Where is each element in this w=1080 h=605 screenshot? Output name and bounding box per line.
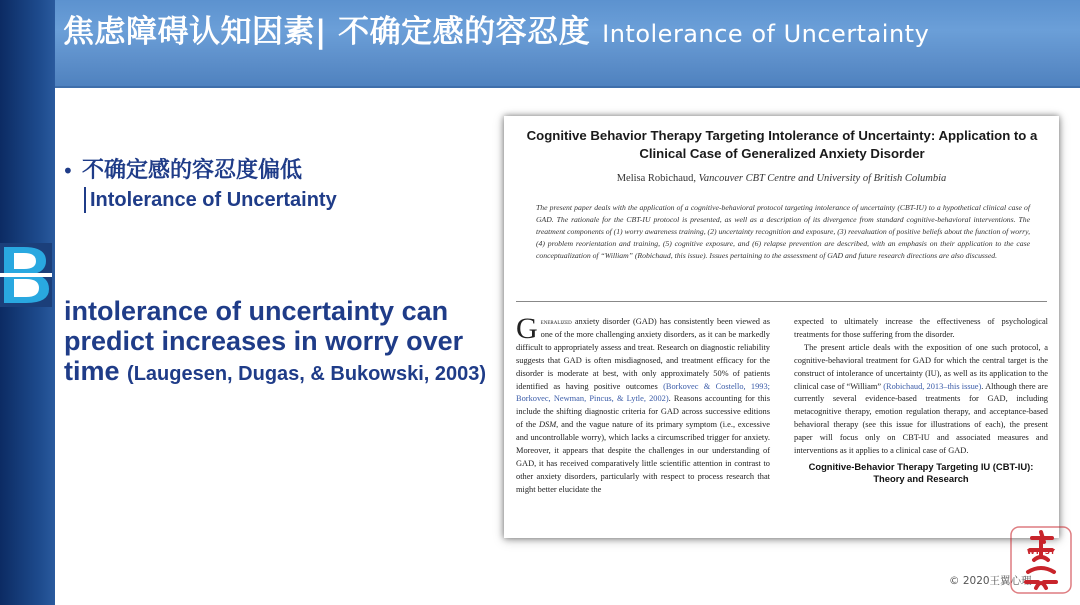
quote-text: intolerance of uncertainty can predict increases in worry over time <box>64 296 464 386</box>
paper-right-para-1: expected to ultimately increase the effectiveness of psychological treatments for those suffering from the disorder. <box>794 317 1048 339</box>
bullet-dot-icon: • <box>62 159 74 183</box>
paper-divider <box>516 301 1047 302</box>
paper-author: Melisa Robichaud, <box>616 173 697 184</box>
paper-reference-link: (Robichaud, 2013–this issue) <box>883 381 982 391</box>
paper-excerpt-image <box>504 116 1059 538</box>
seal-stamp-logo-icon <box>1008 524 1074 596</box>
paper-abstract: The present paper deals with the application of a cognitive-behavioral protocol targeting intolerance of uncertainty (CBT-IU) to a hypothetical clinical case of GAD. The rationale for the CBT-IU protocol is presented, as well as a description of its divergence from standard cognitive-behavioral interventions. The treatment components of (1) worry awareness training, (2) uncertainty recognition and exposure, (3) reevaluation of positive beliefs about the function of worry, (4) problem reorientation and training, (5) cognitive exposure, and (6) relapse prevention are described, with an emphasis on their application to the case conceptualization of “William” (Robichaud, this issue). Issues pertaining to the assessment of GAD and future research directions are also discussed. <box>536 203 1030 261</box>
paper-smallcaps: eneralized <box>540 317 572 326</box>
paper-right-para-2 <box>794 342 1048 458</box>
slide-header <box>55 0 1080 88</box>
paper-author-line <box>504 173 1059 184</box>
paper-title: Cognitive Behavior Therapy Targeting Intolerance of Uncertainty: Application to a Clinical Case of Generalized Anxiety Disorder <box>526 128 1038 161</box>
paper-section-heading: Cognitive-Behavior Therapy Targeting IU (CBT-IU): Theory and Research <box>808 460 1034 485</box>
bullet-subtext: Intolerance of Uncertainty <box>84 187 337 213</box>
paper-column-right <box>794 316 1048 486</box>
paper-reference-link: (Borkovec & Costello, 1993; Borkovec, Newman, Pincus, & Lytle, 2002) <box>516 381 771 404</box>
slide-title <box>63 6 929 51</box>
bullet-point <box>62 156 302 186</box>
bullet-text: 不确定感的容忍度偏低 <box>82 158 303 183</box>
quote-citation: (Laugesen, Dugas, & Bukowski, 2003) <box>127 363 487 385</box>
paper-affiliation: Vancouver CBT Centre and University of British Columbia <box>698 173 947 184</box>
key-finding-quote <box>64 296 504 389</box>
brand-logo-icon <box>0 243 52 307</box>
paper-left-text-2: . Reasons accounting for this include the shifting diagnostic criteria for GAD across successive editions of the <box>516 394 770 430</box>
paper-right-text-2: . Although there are currently several evidence-based treatments for GAD, including metacognitive therapy, emotion regulation therapy, and acceptance-based behavioral therapy (see this issue for illustrations of each), the present paper will focus only on CBT-IU and associated measures and interventions as it applies to a clinical case of GAD. <box>794 381 1049 456</box>
copyright-notice: © 2020王翼心理 <box>949 575 1032 587</box>
paper-right-text-1: The present article deals with the exposition of one such protocol, a cognitive-behavioral treatment for GAD for which the central target is the construct of intolerance of uncertainty (IU), as well as its application to the clinical case of “William” <box>794 342 1048 391</box>
paper-dsm: DSM <box>538 420 557 430</box>
slide-title-english: Intolerance of Uncertainty <box>602 20 930 48</box>
slide-title-chinese: 焦虑障碍认知因素| 不确定感的容忍度 <box>63 14 591 50</box>
svg-text:WYPSY: WYPSY <box>1026 548 1056 556</box>
paper-left-text-1: anxiety disorder (GAD) has consistently been viewed as one of the more challenging anxiety disorders, as it can be markedly difficult to appropriately assess and treat. Research on diagnostic reliability suggests that GAD is often misdiagnosed, and treatment efficacy for the disorder is moderate at best, with only approximately 50% of patients identified as having positive outcomes <box>516 317 770 391</box>
drop-cap: G <box>516 312 538 345</box>
paper-left-text-3: , and the vague nature of its primary symptom (i.e., excessive and uncontrollable worry), which lacks a circumscribed trigger for anxiety. Moreover, it appears that despite the challenges in our understanding of GAD, it has received comparatively little scientific attention in contrast to other anxiety disorders, particularly with respect to process research that might better elucidate the <box>516 420 770 494</box>
paper-column-left <box>516 312 771 497</box>
